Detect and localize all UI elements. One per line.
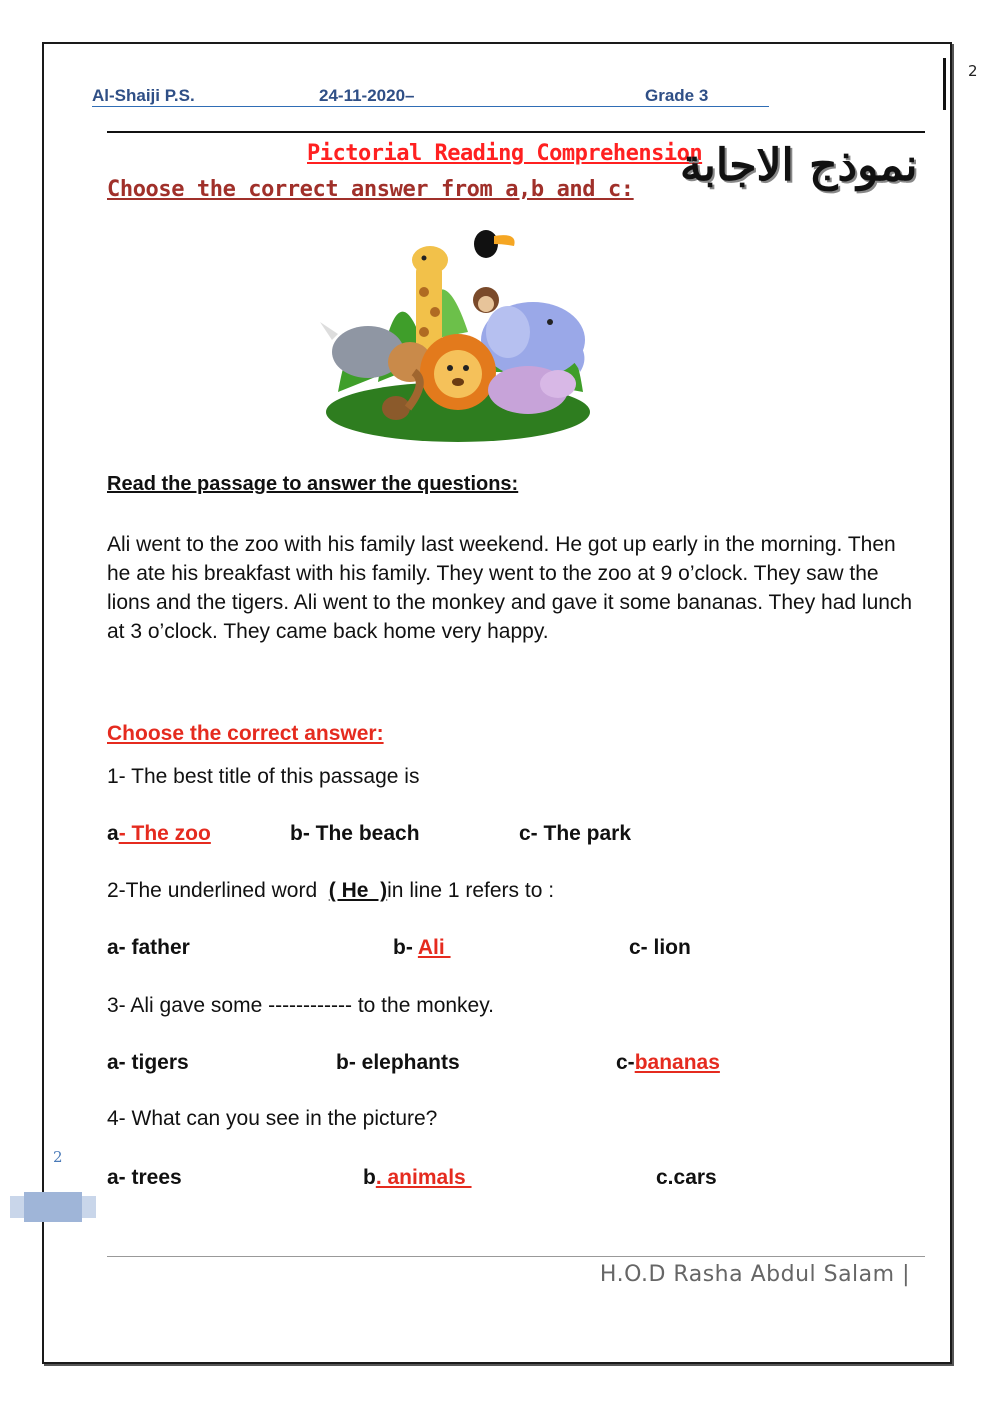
q3-option-c-prefix: c-: [616, 1051, 635, 1074]
q3-option-c: [616, 1051, 720, 1075]
header-underline: [92, 106, 769, 107]
footer: H.O.D Rasha Abdul Salam |: [599, 1262, 910, 1287]
page-number: 2: [968, 62, 978, 80]
q2-option-b-answer: Ali: [417, 936, 451, 959]
passage-heading: Read the passage to answer the questions:: [107, 473, 519, 495]
question-2: [107, 879, 554, 903]
footer-rule: [107, 1256, 925, 1257]
q2-option-a: a- father: [107, 936, 190, 959]
date: 24-11-2020–: [319, 86, 415, 105]
grade: Grade 3: [645, 86, 709, 105]
q3-option-c-answer: bananas: [634, 1051, 720, 1074]
q1-option-b: b- The beach: [290, 822, 420, 845]
q4-option-b: [363, 1166, 472, 1190]
school-name: Al-Shaiji P.S.: [92, 86, 195, 105]
q3-option-b: b- elephants: [336, 1051, 460, 1074]
q2-option-b-prefix: b-: [393, 936, 418, 959]
side-page-number: 2: [53, 1148, 63, 1166]
q4-option-c: c.cars: [656, 1166, 717, 1189]
answer-key-label: نموذج الاجابة: [680, 140, 918, 191]
instructions: Choose the correct answer from a,b and c:: [107, 177, 634, 202]
q1-option-a-answer: - The zoo: [118, 822, 211, 845]
question-3: 3- Ali gave some ------------ to the monkey.: [107, 994, 495, 1017]
page-tab-icon: [10, 1192, 96, 1222]
q4-option-b-answer: . animals: [375, 1166, 472, 1189]
q4-option-b-prefix: b: [363, 1166, 376, 1189]
questions-heading: Choose the correct answer:: [107, 722, 384, 745]
q2-text-after: in line 1 refers to :: [387, 879, 555, 902]
passage-text: Ali went to the zoo with his family last weekend. He got up early in the morning. Then he ate his breakfast with his family. They went to the zoo at 9 o’clock. They saw the lions and the tigers. Ali went to the monkey and gave it some bananas. They had lunch at 3 o’clock. They came back home very happy.: [107, 533, 913, 643]
q2-option-b: [393, 936, 451, 960]
top-rule: [107, 131, 925, 133]
question-1: 1- The best title of this passage is: [107, 765, 420, 788]
q2-option-c: c- lion: [629, 936, 691, 959]
page-edge-bar: [943, 58, 946, 110]
zoo-animals-illustration: [318, 222, 596, 444]
q2-underlined-word: ( He ): [328, 879, 388, 902]
q2-text-before: 2-The underlined word: [107, 879, 329, 902]
question-4: 4- What can you see in the picture?: [107, 1107, 438, 1130]
q1-option-a: [107, 822, 211, 846]
q4-option-a: a- trees: [107, 1166, 182, 1189]
q3-option-a: a- tigers: [107, 1051, 189, 1074]
page-title: Pictorial Reading Comprehension: [307, 141, 703, 166]
q1-option-c: c- The park: [519, 822, 632, 845]
q1-option-a-prefix: a: [107, 822, 119, 845]
